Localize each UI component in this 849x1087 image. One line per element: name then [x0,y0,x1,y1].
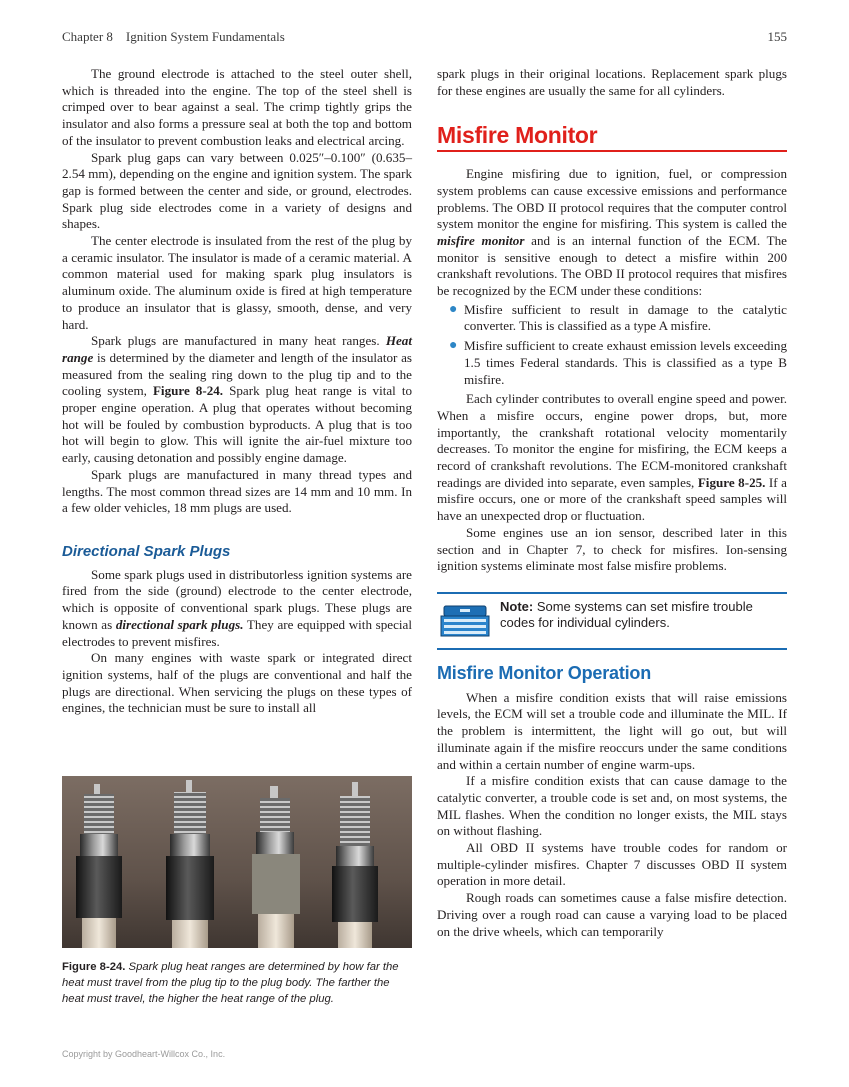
bullet-icon: ● [449,338,458,354]
bullet-icon: ● [449,301,458,317]
copyright-footer: Copyright by Goodheart-Willcox Co., Inc. [62,1049,226,1059]
figure-caption: Figure 8-24. Spark plug heat ranges are determined by how far the heat must travel from the plug tip to the plug body. The farther the heat must travel, the higher the heat range of the plug. [62,961,399,1005]
paragraph: Spark plug gaps can vary between 0.025″–0.100″ (0.635–2.54 mm), depending on the engine and ignition system. The spark gap is formed between the center and side, or ground, electrodes. Spark plug side electrodes come in a variety of designs and shapes. [62,149,412,232]
section-heading: Misfire Monitor [437,127,787,152]
running-header [62,29,285,45]
list-item: ● Misfire sufficient to result in damage to the catalytic converter. This is classified as a type A misfire. [449,301,787,334]
right-column [437,66,787,940]
paragraph: spark plugs in their original locations. Replacement spark plugs for these engines are usually the same for all cylinders. [437,66,787,98]
chapter-title: Ignition System Fundamentals [125,29,285,44]
list-item: ● Misfire sufficient to create exhaust emission levels exceeding 1.5 times Federal standards. This is classified as a type B misfire. [449,338,787,387]
chapter-number: Chapter 8 [62,29,113,44]
note-text: Note: Some systems can set misfire trouble codes for individual cylinders. [500,598,753,631]
paragraph: When a misfire condition exists that will raise emissions levels, the ECM will set a trouble code and illuminate the MIL. If the problem is intermittent, the light will go out, but will illuminate again if the misfire reoccurs under the same conditions and within a certain number of engine warm-ups. [437,689,787,772]
key-term: Heat range [62,333,412,365]
figure-label: Figure 8-24. [62,961,126,973]
paragraph: Spark plugs are manufactured in many heat ranges. Heat range is determined by the diameter and length of the insulator as measured from the sealing ring down to the plug tip and to the cooling system, Figure 8-24. Spark plug heat range is vital to proper engine operation. A plug that operates without becoming hot will be fouled by combustion byproducts. A plug that is too hot will begin to glow. This will ignite the air-fuel mixture too early, causing detonation and possibly engine damage. [62,333,413,466]
subsection-heading: Misfire Monitor Operation [437,662,652,683]
paragraph: Engine misfiring due to ignition, fuel, or compression system problems can cause excessive emissions and performance problems. The OBD II protocol requires that the computer control system monitor the engine for misfiring. This system is called the misfire monitor and is an internal function of the ECM. The monitor is sensitive enough to detect a misfire within 200 crankshaft revolutions. The OBD II protocol requires that misfires be recognized by the ECM under these conditions: [437,166,787,299]
spark-plug-photo [62,776,412,948]
note-box [437,592,787,650]
paragraph: If a misfire condition exists that can cause damage to the catalytic converter, a trouble code is set and, on most systems, the MIL flashes. When the condition no longer exists, the MIL stays on without flashing. [437,773,787,839]
toolbox-icon [440,604,490,638]
paragraph: The center electrode is insulated from the rest of the plug by a ceramic insulator. The insulator is made of a ceramic material. A common material used for making spark plug insulators is aluminum oxide. The aluminum oxide is fired at high temperature to produce an insulator that is glassy, smooth, dense, and very hard. [62,233,412,332]
figure-reference: Figure 8-24. [152,383,224,399]
key-term: directional spark plugs. [115,616,244,632]
paragraph: All OBD II systems have trouble codes for random or multiple-cylinder misfires. Chapter 7 discusses OBD II system operation in more detail. [437,840,787,889]
paragraph: Some spark plugs used in distributorless ignition systems are fired from the side (ground) electrode to the center electrode, which is opposite of conventional spark plugs. These plugs are known as directional spark plugs. They are equipped with special electrodes to prevent misfires. [62,566,412,649]
figure-reference: Figure 8-25. [697,474,766,490]
bullet-list [437,302,787,389]
paragraph: Rough roads can sometimes cause a false misfire detection. Driving over a rough road can cause a varying load to be placed on the drive wheels, which can temporarily [437,890,787,939]
section-heading: Directional Spark Plugs [62,542,231,560]
page-number: 155 [767,29,787,44]
paragraph: Spark plugs are manufactured in many thread types and lengths. The most common thread sizes are 14 mm and 10 mm. In a few older vehicles, 18 mm plugs are used. [62,466,412,516]
paragraph: Some engines use an ion sensor, described later in this section and in Chapter 7, to check for misfires. Ion-sensing ignition systems eliminate most false misfire problems. [437,524,787,574]
left-column [62,66,412,717]
key-term: misfire monitor [437,232,525,248]
paragraph: Each cylinder contributes to overall engine speed and power. When a misfire occurs, engine power drops, but, more importantly, the crankshaft rotational velocity momentarily decreases. To monitor the engine for misfiring, the ECM keeps a record of crankshaft revolutions. The ECM-monitored crankshaft readings are divided into separate, even samples, Figure 8-25. If a misfire occurs, one or more of the crankshaft speed samples will have an unexpected drop or fluctuation. [437,391,787,524]
paragraph: The ground electrode is attached to the steel outer shell, which is threaded into the engine. The top of the steel shell is crimped over to bear against a seal. The crimp tightly grips the insulator and also forms a pressure seal at both the top and bottom of the insulator to prevent combustion leaks and electrical arcing. [62,66,412,148]
paragraph: On many engines with waste spark or integrated direct ignition systems, half of the plugs are conventional and half the plugs are directional. When servicing the plugs on these types of engines, the technician must be sure to install all [62,650,412,716]
